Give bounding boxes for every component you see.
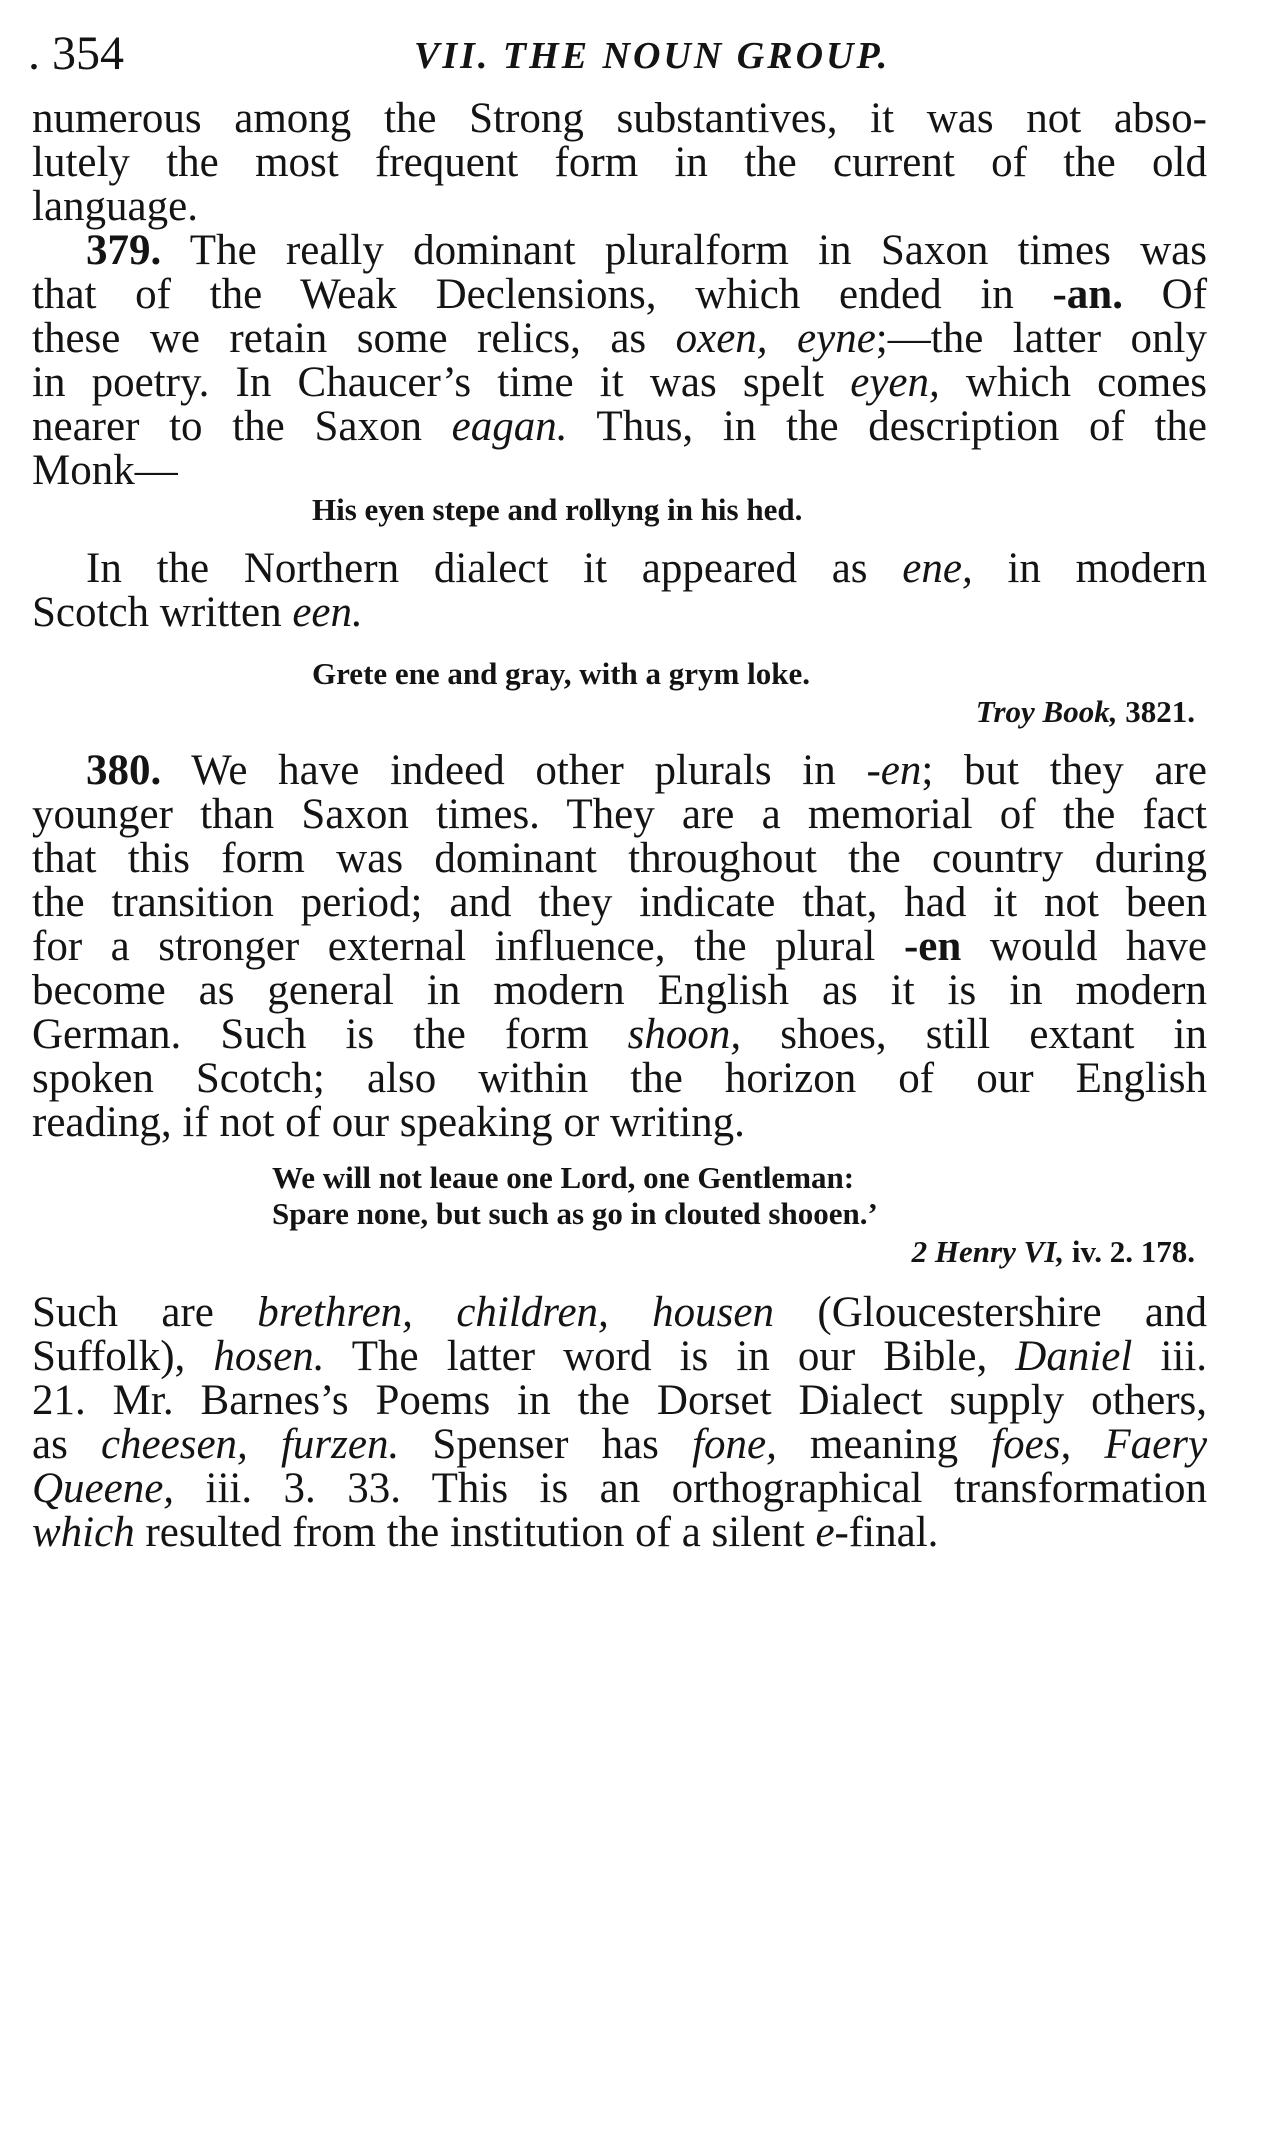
- text-line: Queene, iii. 3. 33. This is an orthographical transformation: [32, 1465, 1208, 1512]
- text-line: as cheesen, furzen. Spenser has fone, meaning foes, Faery: [32, 1421, 1208, 1468]
- section-380-line: 380. We have indeed other plurals in -en; but they are: [86, 747, 1207, 794]
- quote-verse: His eyen stepe and rollyng in his hed.: [312, 492, 803, 527]
- text-line: nearer to the Saxon eagan. Thus, in the description of the: [32, 403, 1208, 450]
- text-line: reading, if not of our speaking or writing.: [32, 1099, 745, 1146]
- text-line: Such are brethren, children, housen (Gloucestershire and: [32, 1289, 1208, 1336]
- text-line: spoken Scotch; also within the horizon of our English: [32, 1055, 1207, 1102]
- quote-verse: We will not leaue one Lord, one Gentleman:: [272, 1160, 855, 1195]
- section-379-line: 379. The really dominant pluralform in Saxon times was: [86, 227, 1207, 274]
- quote-verse: Grete ene and gray, with a grym loke.: [312, 656, 810, 691]
- text-line: which resulted from the institution of a silent e-final.: [32, 1509, 939, 1556]
- page-header: [28, 26, 1228, 86]
- page-number: . 354: [28, 27, 124, 80]
- text-line: Suffolk), hosen. The latter word is in our Bible, Daniel iii.: [32, 1333, 1208, 1380]
- text-line: become as general in modern English as it is in modern: [32, 967, 1207, 1014]
- quote-citation: Troy Book, 3821.: [975, 694, 1195, 729]
- text-line: Scotch written een.: [32, 589, 363, 636]
- text-line: that of the Weak Declensions, which ended in -an. Of: [32, 271, 1208, 318]
- text-line: the transition period; and they indicate that, had it not been: [32, 879, 1207, 926]
- text-line: these we retain some relics, as oxen, eyne;—the latter only: [32, 315, 1207, 362]
- text-line: 21. Mr. Barnes’s Poems in the Dorset Dialect supply others,: [32, 1377, 1207, 1424]
- text-line: Monk—: [32, 447, 178, 494]
- text-line: that this form was dominant throughout the country during: [32, 835, 1207, 882]
- quote-verse: Spare none, but such as go in clouted shooen.’: [272, 1196, 878, 1231]
- text-line: language.: [32, 183, 198, 230]
- section-number: 380.: [86, 747, 162, 794]
- text-line: German. Such is the form shoon, shoes, still extant in: [32, 1011, 1207, 1058]
- text-line: lutely the most frequent form in the current of the old: [32, 139, 1207, 186]
- running-head: VII. THE NOUN GROUP.: [414, 35, 891, 77]
- text-line: younger than Saxon times. They are a memorial of the fact: [32, 791, 1207, 838]
- text-line: numerous among the Strong substantives, it was not abso-: [32, 95, 1207, 142]
- text-line: for a stronger external influence, the plural -en would have: [32, 923, 1208, 970]
- quote-citation: 2 Henry VI, iv. 2. 178.: [911, 1234, 1195, 1269]
- text-line: In the Northern dialect it appeared as ene, in modern: [86, 545, 1207, 592]
- section-number: 379.: [86, 227, 162, 274]
- text-line: in poetry. In Chaucer’s time it was spelt eyen, which comes: [32, 359, 1208, 406]
